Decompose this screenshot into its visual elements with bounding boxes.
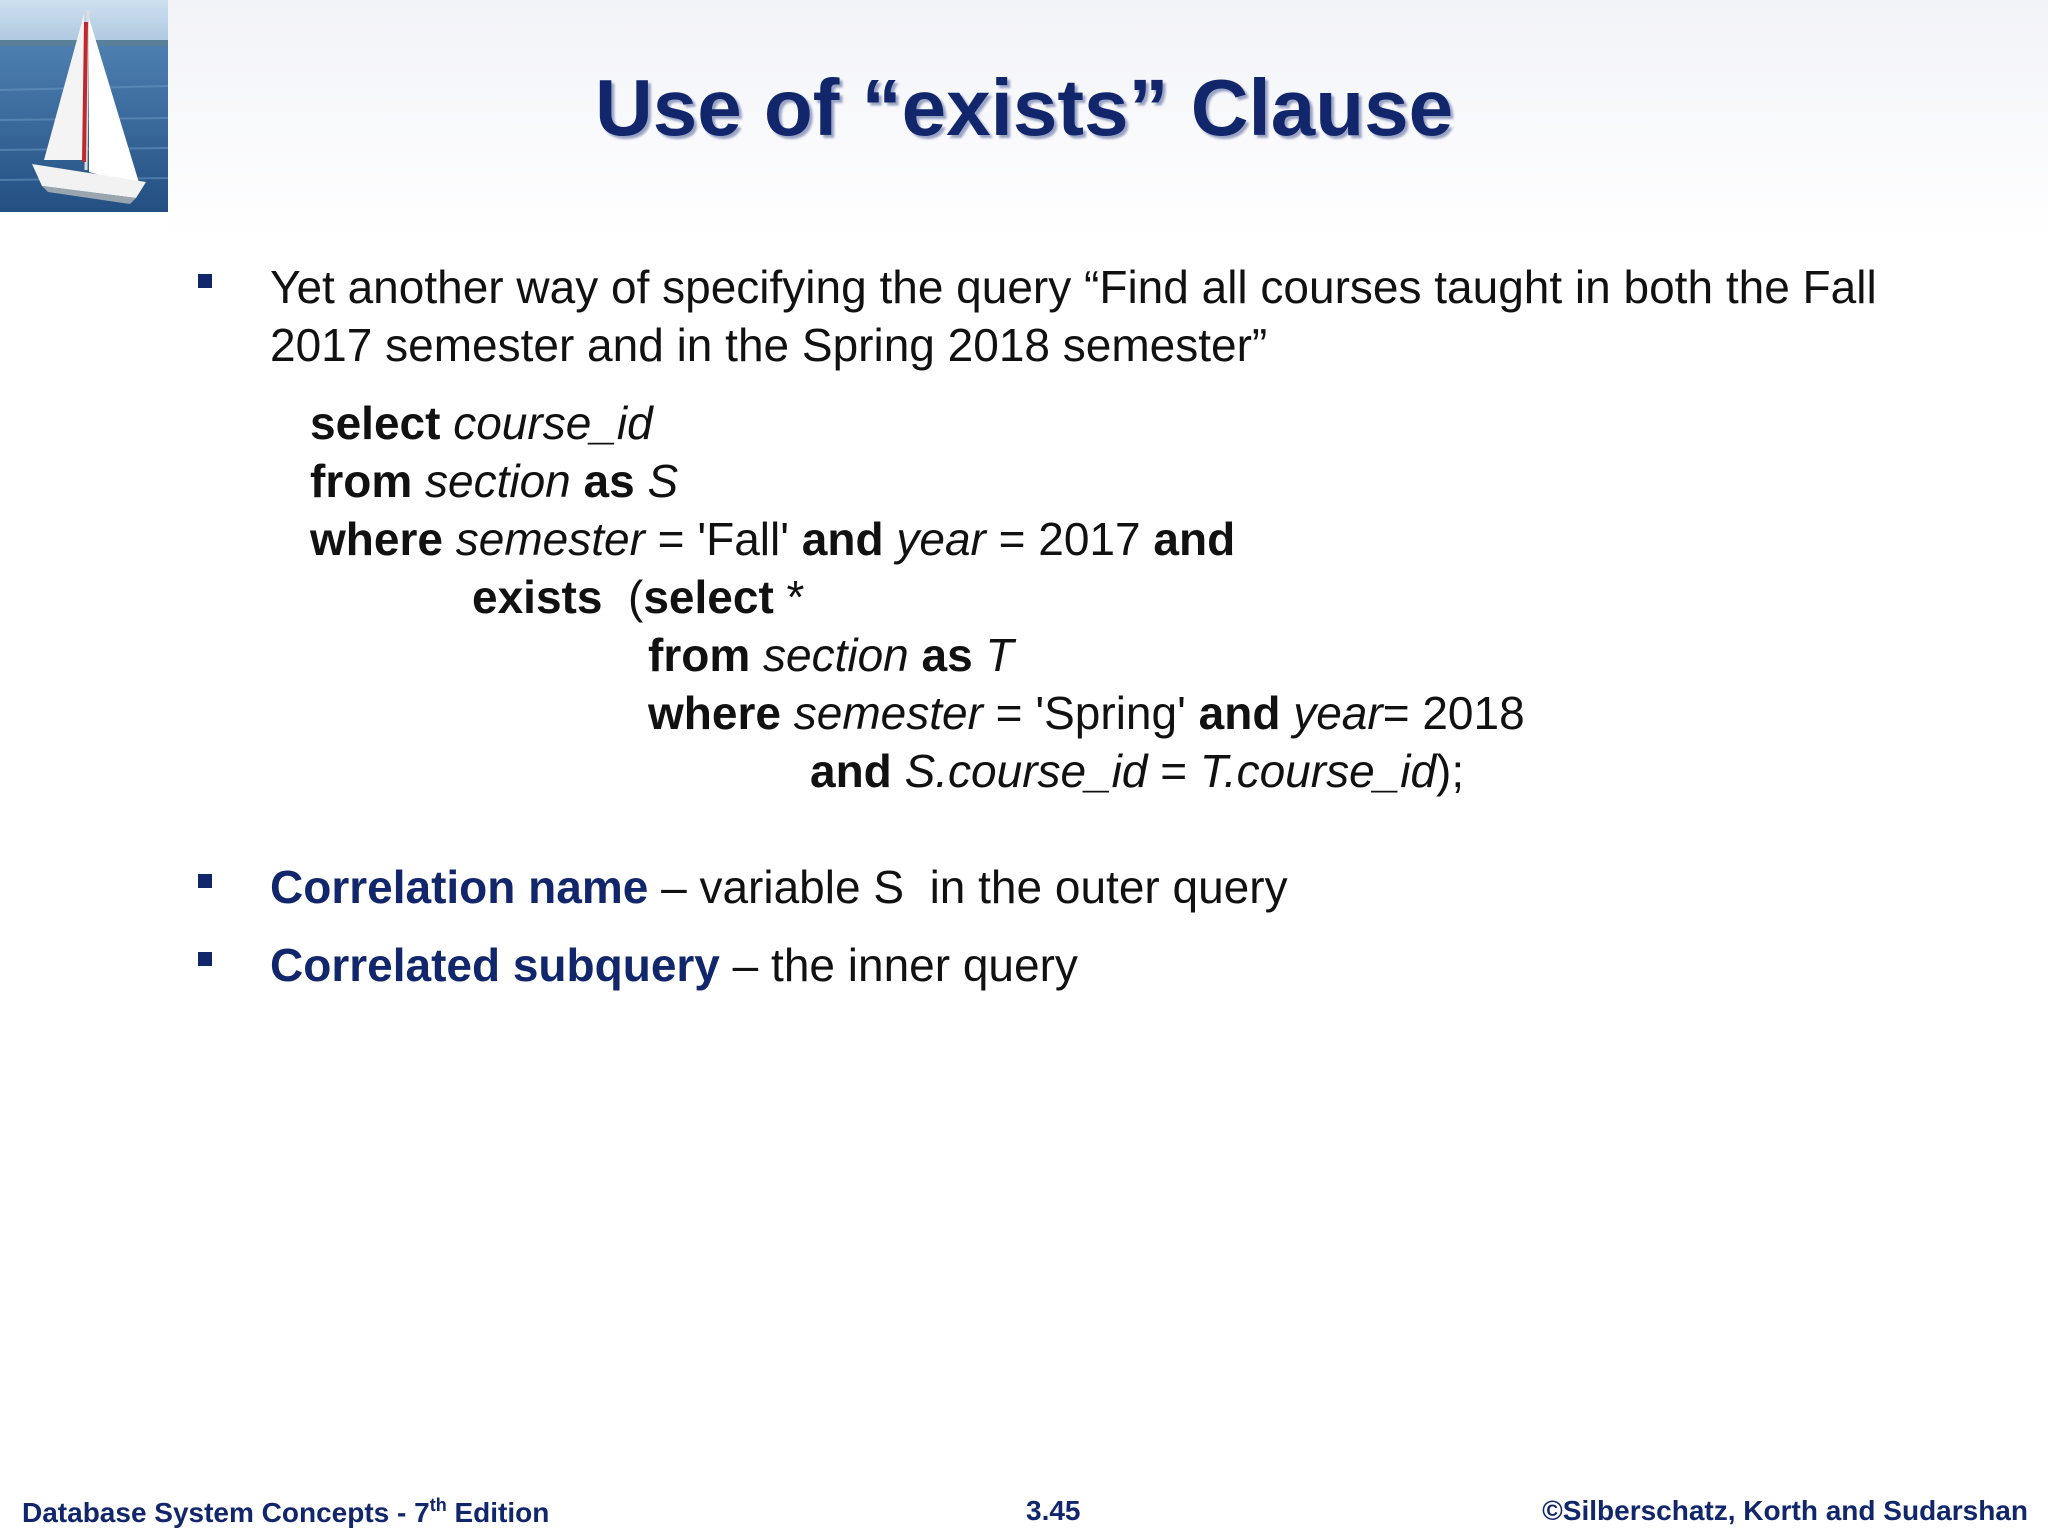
sql-line-2: from section as S bbox=[310, 455, 679, 507]
square-bullet-icon bbox=[198, 952, 212, 966]
sql-line-7: and S.course_id = T.course_id); bbox=[810, 745, 1465, 797]
correlated-subquery-item: Correlated subquery – the inner query bbox=[270, 939, 1078, 991]
sql-line-3: where semester = 'Fall' and year = 2017 and bbox=[310, 513, 1236, 565]
correlation-name-item: Correlation name – variable S in the outer query bbox=[270, 861, 1288, 913]
sql-line-1: select course_id bbox=[310, 397, 653, 449]
square-bullet-icon bbox=[198, 274, 212, 288]
sql-line-4: exists (select * bbox=[472, 571, 805, 623]
correlated-subquery-term: Correlated subquery bbox=[270, 939, 720, 991]
intro-paragraph: Yet another way of specifying the query “Find all courses taught in both the Fall 2017 semester and in the Spring 2018 semester” bbox=[270, 261, 1877, 371]
square-bullet-icon bbox=[198, 874, 212, 888]
slide-title: Use of “exists” Clause bbox=[594, 63, 1454, 152]
footer-book-title: Database System Concepts - 7th Edition bbox=[22, 1495, 550, 1528]
sql-line-5: from section as T bbox=[648, 629, 1014, 681]
footer-page-number: 3.45 bbox=[1026, 1495, 1081, 1526]
sql-line-6: where semester = 'Spring' and year= 2018 bbox=[648, 687, 1525, 739]
correlation-name-term: Correlation name bbox=[270, 861, 649, 913]
footer-copyright: ©Silberschatz, Korth and Sudarshan bbox=[1542, 1495, 2028, 1526]
